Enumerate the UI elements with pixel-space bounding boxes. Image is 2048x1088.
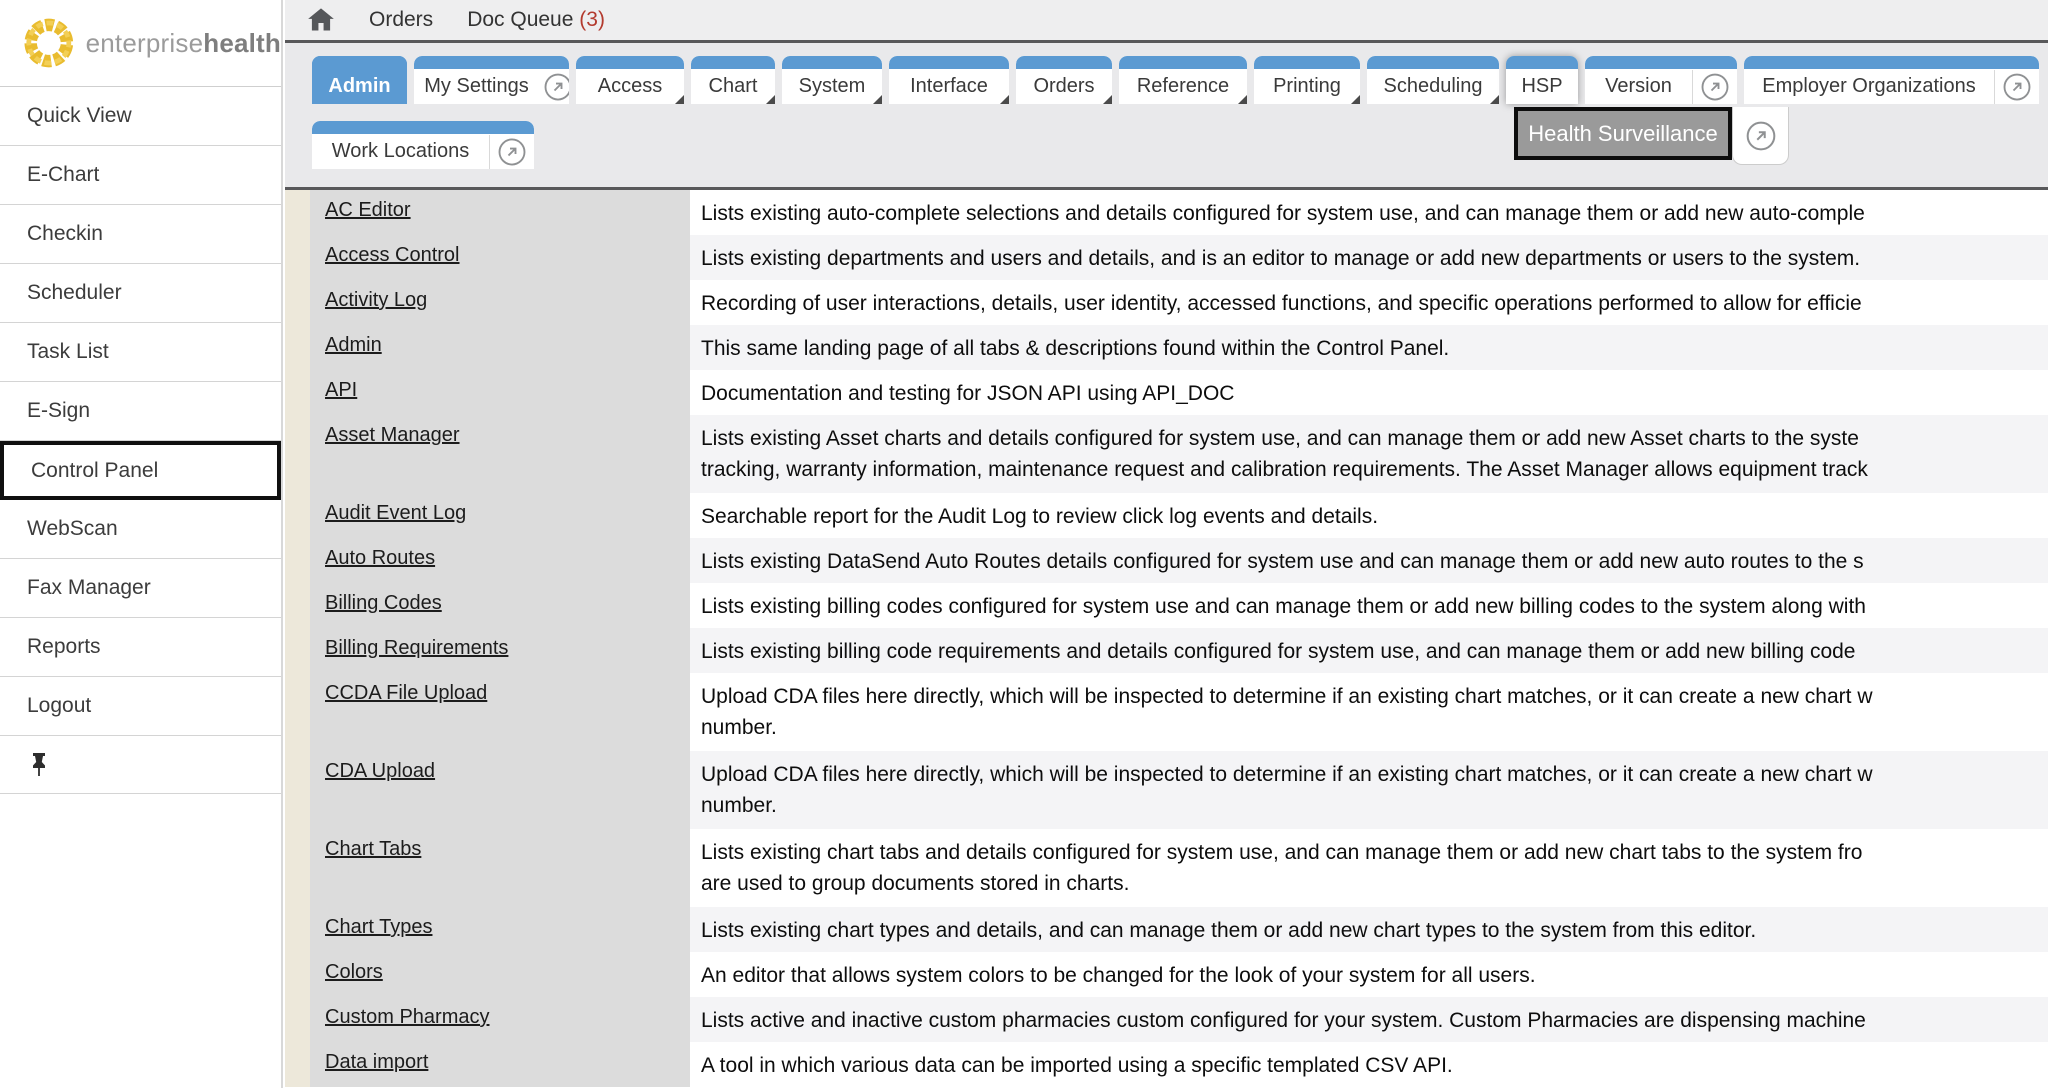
open-new-window-button[interactable] <box>1995 72 2039 102</box>
dropdown-corner-icon <box>675 95 684 104</box>
row-description: Upload CDA files here directly, which will be inspected to determine if an existing chart matches, or it can create a new chart w number. <box>690 751 2048 829</box>
tab-cap <box>576 56 684 69</box>
sidebar-item-label: Fax Manager <box>27 576 151 599</box>
dropdown-corner-icon <box>1351 95 1360 104</box>
menu-item-health-surveillance[interactable]: Health Surveillance <box>1514 107 1732 160</box>
table-row <box>285 235 2048 280</box>
tab-cap <box>1016 56 1112 69</box>
sidebar-item-checkin[interactable] <box>0 205 281 264</box>
link-audit-event-log[interactable]: Audit Event Log <box>325 502 467 524</box>
side-stripe <box>285 997 310 1042</box>
tab-label: HSP <box>1521 75 1563 97</box>
tab-cap <box>312 56 407 69</box>
row-description: Lists active and inactive custom pharmacies custom configured for your system. Custom Pharmacies are dispensing machine <box>690 997 2048 1042</box>
row-description: Documentation and testing for JSON API using API_DOC <box>690 370 2048 415</box>
table-row <box>285 538 2048 583</box>
doc-queue-count-badge: (3) <box>579 8 605 31</box>
link-cda-upload[interactable]: CDA Upload <box>325 760 436 782</box>
dropdown-corner-icon <box>873 95 882 104</box>
tab-label: Employer Organizations <box>1762 75 1976 97</box>
table-row <box>285 415 2048 493</box>
sidebar-item-quick-view[interactable] <box>0 87 281 146</box>
tab-orders[interactable] <box>1016 56 1112 104</box>
open-new-window-button[interactable] <box>1693 72 1737 102</box>
dropdown-corner-icon <box>1000 95 1009 104</box>
sidebar-pin-toggle[interactable] <box>0 736 281 794</box>
tab-work-locations[interactable] <box>312 121 534 169</box>
tab-my-settings[interactable] <box>414 56 569 104</box>
table-row <box>285 1042 2048 1087</box>
tab-cap <box>1367 56 1499 69</box>
sunburst-logo-icon <box>24 17 74 69</box>
link-chart-tabs[interactable]: Chart Tabs <box>325 838 422 860</box>
link-auto-routes[interactable]: Auto Routes <box>325 547 436 569</box>
sidebar-item-label: Task List <box>27 340 109 363</box>
open-new-window-button[interactable] <box>490 137 534 167</box>
new-window-icon <box>1745 120 1777 152</box>
table-row <box>285 325 2048 370</box>
open-new-window-button[interactable] <box>543 72 569 102</box>
sidebar-item-label: Logout <box>27 694 92 717</box>
home-icon <box>307 7 335 33</box>
row-description: Lists existing chart tabs and details configured for system use, and can manage them or add new chart tabs to the system fro are used to group documents stored in charts. <box>690 829 2048 907</box>
dropdown-corner-icon <box>1103 95 1112 104</box>
sidebar-item-webscan[interactable] <box>0 500 281 559</box>
new-window-icon <box>543 72 569 102</box>
dropdown-corner-icon <box>766 95 775 104</box>
table-row <box>285 952 2048 997</box>
new-window-icon <box>1700 72 1730 102</box>
tab-cap <box>414 56 569 69</box>
table-row <box>285 370 2048 415</box>
table-row <box>285 673 2048 751</box>
link-admin[interactable]: Admin <box>325 334 382 356</box>
new-window-icon <box>497 137 527 167</box>
sidebar-item-scheduler[interactable] <box>0 264 281 323</box>
sidebar-item-e-chart[interactable] <box>0 146 281 205</box>
tab-printing[interactable] <box>1254 56 1360 104</box>
sidebar-item-fax-manager[interactable] <box>0 559 281 618</box>
link-custom-pharmacy[interactable]: Custom Pharmacy <box>325 1006 490 1028</box>
row-description: Lists existing departments and users and details, and is an editor to manage or add new departments or users to the system. <box>690 235 2048 280</box>
tab-row-1 <box>312 56 2039 104</box>
row-description: Recording of user interactions, details, user identity, accessed functions, and specific operations performed to allow for efficie <box>690 280 2048 325</box>
row-description: Lists existing billing codes configured for system use and can manage them or add new billing codes to the system along with <box>690 583 2048 628</box>
sidebar-item-logout[interactable] <box>0 677 281 736</box>
control-panel-index-table <box>285 190 2048 1088</box>
link-data-import[interactable]: Data import <box>325 1051 429 1073</box>
link-api[interactable]: API <box>325 379 358 401</box>
table-row <box>285 751 2048 829</box>
sidebar-item-label: WebScan <box>27 517 118 540</box>
sidebar-item-label: E-Chart <box>27 163 100 186</box>
brand-name: enterprisehealth <box>85 27 281 58</box>
tab-cap <box>889 56 1009 69</box>
doc-queue-link[interactable] <box>467 8 605 32</box>
link-activity-log[interactable]: Activity Log <box>325 289 428 311</box>
tab-cap <box>1744 56 2039 69</box>
tab-interface[interactable] <box>889 56 1009 104</box>
side-stripe <box>285 325 310 370</box>
orders-breadcrumb-link[interactable]: Orders <box>369 8 434 31</box>
link-billing-codes[interactable]: Billing Codes <box>325 592 442 614</box>
row-description: Lists existing Asset charts and details configured for system use, and can manage them or add new Asset charts to the syste tracking, warranty information, maintenance request and calibration requirements. The Asset Manager allows equipment track <box>690 415 2048 493</box>
sidebar-item-e-sign[interactable] <box>0 382 281 441</box>
tab-chart[interactable] <box>691 56 775 104</box>
side-stripe <box>285 190 310 235</box>
brand-logo[interactable] <box>0 0 281 87</box>
tab-employer-organizations[interactable] <box>1744 56 2039 104</box>
link-asset-manager[interactable]: Asset Manager <box>325 424 460 446</box>
tab-reference[interactable] <box>1119 56 1247 104</box>
tab-access[interactable] <box>576 56 684 104</box>
tab-scheduling[interactable] <box>1367 56 1499 104</box>
row-description: Lists existing billing code requirements and details configured for system use, and can manage them or add new billing code <box>690 628 2048 673</box>
table-row <box>285 493 2048 538</box>
open-new-window-button[interactable] <box>1732 107 1789 165</box>
tab-label: Reference <box>1136 75 1230 97</box>
tab-cap <box>1585 56 1737 69</box>
table-row <box>285 190 2048 235</box>
main-area <box>285 0 2048 1088</box>
side-stripe <box>285 952 310 997</box>
row-description: Lists existing chart types and details, and can manage them or add new chart types to the system from this editor. <box>690 907 2048 952</box>
sidebar-item-reports[interactable] <box>0 618 281 677</box>
tab-version[interactable] <box>1585 56 1737 104</box>
side-stripe <box>285 370 310 415</box>
table-row <box>285 997 2048 1042</box>
tab-label: Chart <box>708 75 758 97</box>
row-description: An editor that allows system colors to be changed for the look of your system for all users. <box>690 952 2048 997</box>
link-ac-editor[interactable]: AC Editor <box>325 199 411 221</box>
dropdown-corner-icon <box>1238 95 1247 104</box>
home-button[interactable] <box>307 7 335 33</box>
sidebar-item-label: Checkin <box>27 222 103 245</box>
side-stripe <box>285 628 310 673</box>
sidebar-nav <box>0 87 281 794</box>
side-stripe <box>285 829 310 907</box>
sidebar-item-task-list[interactable] <box>0 323 281 382</box>
side-stripe <box>285 235 310 280</box>
sidebar <box>0 0 283 1088</box>
row-description: Upload CDA files here directly, which will be inspected to determine if an existing chart matches, or it can create a new chart w number. <box>690 673 2048 751</box>
table-row <box>285 829 2048 907</box>
admin-tab-bar <box>285 43 2048 187</box>
tab-cap <box>1506 56 1578 69</box>
row-description: This same landing page of all tabs & descriptions found within the Control Panel. <box>690 325 2048 370</box>
sidebar-item-control-panel[interactable] <box>0 441 281 500</box>
table-row <box>285 280 2048 325</box>
sidebar-item-label: Scheduler <box>27 281 122 304</box>
dropdown-corner-icon <box>1490 95 1499 104</box>
side-stripe <box>285 907 310 952</box>
side-stripe <box>285 493 310 538</box>
link-chart-types[interactable]: Chart Types <box>325 916 433 938</box>
tab-cap <box>782 56 882 69</box>
tab-cap <box>312 121 534 134</box>
tab-label: Orders <box>1033 75 1095 97</box>
table-row <box>285 907 2048 952</box>
link-access-control[interactable]: Access Control <box>325 244 460 266</box>
tab-cap <box>1254 56 1360 69</box>
side-stripe <box>285 280 310 325</box>
side-stripe <box>285 538 310 583</box>
tab-label: Version <box>1605 75 1672 97</box>
row-description: Lists existing DataSend Auto Routes details configured for system use and can manage them or add new auto routes to the s <box>690 538 2048 583</box>
side-stripe <box>285 583 310 628</box>
tab-label: Interface <box>910 75 988 97</box>
row-description: Lists existing auto-complete selections and details configured for system use, and can manage them or add new auto-comple <box>690 190 2048 235</box>
top-breadcrumb-bar <box>285 0 2048 40</box>
tab-system[interactable] <box>782 56 882 104</box>
row-description: A tool in which various data can be imported using a specific templated CSV API. <box>690 1042 2048 1087</box>
link-billing-requirements[interactable]: Billing Requirements <box>325 637 509 659</box>
row-description: Searchable report for the Audit Log to review click log events and details. <box>690 493 2048 538</box>
tab-admin[interactable] <box>312 56 407 104</box>
sidebar-item-label: Control Panel <box>31 458 159 482</box>
link-colors[interactable]: Colors <box>325 961 383 983</box>
link-ccda-file-upload[interactable]: CCDA File Upload <box>325 682 488 704</box>
tab-hsp[interactable] <box>1506 56 1578 104</box>
tab-label: Admin <box>328 75 391 97</box>
table-row <box>285 583 2048 628</box>
side-stripe <box>285 415 310 493</box>
tab-label: Printing <box>1273 75 1341 97</box>
tab-label: Access <box>597 75 663 97</box>
tab-cap <box>691 56 775 69</box>
tab-cap <box>1119 56 1247 69</box>
tab-label: My Settings <box>424 75 529 97</box>
tab-label: Scheduling <box>1383 75 1483 97</box>
doc-queue-label: Doc Queue <box>467 8 574 31</box>
tab-label: System <box>798 75 866 97</box>
new-window-icon <box>2002 72 2032 102</box>
side-stripe <box>285 1042 310 1087</box>
table-row <box>285 628 2048 673</box>
hsp-dropdown-menu <box>1514 107 1789 165</box>
side-stripe <box>285 751 310 829</box>
side-stripe <box>285 673 310 751</box>
tab-label: Work Locations <box>331 140 470 162</box>
sidebar-item-label: E-Sign <box>27 399 91 422</box>
pin-icon <box>27 752 51 778</box>
tab-row-2 <box>312 121 534 169</box>
sidebar-item-label: Reports <box>27 635 101 658</box>
sidebar-item-label: Quick View <box>27 104 132 127</box>
